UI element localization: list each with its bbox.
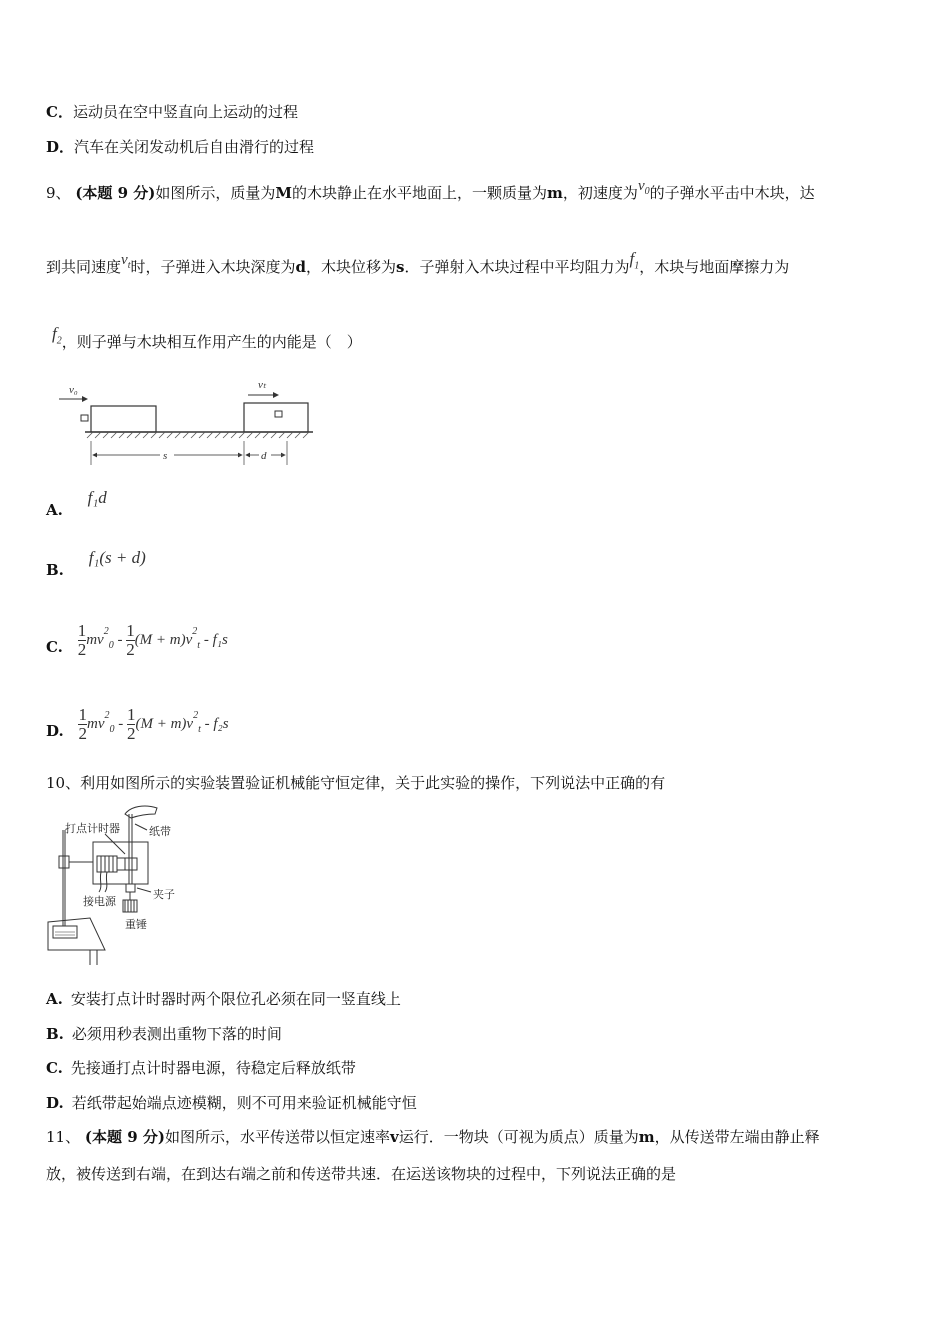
q10-option-d (46, 1093, 417, 1113)
question-number: 11、 (46, 1128, 81, 1146)
option-text: 运动员在空中竖直向上运动的过程 (72, 103, 298, 121)
question-header: (本题 9 分) (75, 184, 156, 202)
stem-text: 到共同速度 (46, 258, 122, 276)
q11-stem-line1 (46, 1127, 820, 1147)
stem-text: ，初速度为 (562, 184, 638, 202)
option-label: A. (46, 501, 63, 519)
stem-text: ，木块位移为 (305, 258, 396, 276)
q9-stem-line1 (46, 178, 815, 210)
label-power: 接电源 (83, 895, 116, 908)
q10-option-b (46, 1024, 282, 1044)
var-d: d (295, 258, 306, 276)
option-label: A. (46, 990, 63, 1008)
label-tape: 纸带 (149, 825, 171, 838)
option-text: 安装打点计时器时两个限位孔必须在同一竖直线上 (70, 990, 401, 1008)
label-d: d (261, 450, 267, 462)
q9-stem-line3 (46, 324, 362, 359)
var-f1: $f_1$ (629, 249, 640, 272)
stem-text: 的木块静止在水平地面上，一颗质量为 (292, 184, 548, 202)
var-M: M (275, 184, 293, 202)
var-f2: $f_2$ (52, 324, 62, 347)
option-label: C. (46, 637, 63, 656)
label-vt: vₜ (258, 379, 267, 391)
q9-option-d (46, 705, 229, 751)
var-v0: $v_0$ (637, 178, 650, 197)
stem-text: 利用如图所示的实验装置验证机械能守恒定律，关于此实验的操作，下列说法中正确的有 (80, 774, 666, 792)
question-number: 10、 (46, 774, 81, 792)
q9-option-a (46, 488, 107, 520)
stem-text: 如图所示，质量为 (155, 184, 276, 202)
q8-option-c (46, 102, 298, 122)
q10-option-c (46, 1058, 356, 1078)
q9-option-c (46, 621, 228, 667)
q9-option-b (46, 548, 146, 580)
var-m: m (547, 184, 563, 202)
label-weight: 重锤 (125, 918, 147, 931)
q9-stem-line2 (46, 249, 790, 284)
option-label: B. (46, 561, 64, 579)
option-text: 必须用秒表测出重物下落的时间 (71, 1025, 282, 1043)
option-expr: f₁(s + d) (88, 548, 146, 567)
label-s: s (163, 450, 168, 462)
q11-stem-line2 (46, 1164, 676, 1184)
var-s: s (396, 258, 405, 276)
var-m: m (638, 1128, 655, 1146)
option-label: D． (46, 138, 75, 156)
option-expr: $\frac{1}{2}$ $mv^2_0$ - $\frac{1}{2}$ $(M + m)v^2_t - f_2s$ (78, 705, 229, 743)
question-header: (本题 9 分) (84, 1128, 165, 1146)
label-clip: 夹子 (153, 888, 175, 901)
q10-option-a (46, 989, 401, 1009)
stem-text: 放，被传送到右端，在到达右端之前和传送带共速．在运送该物块的过程中，下列说法正确的是 (46, 1165, 677, 1183)
stem-text: ．子弹射入木块过程中平均阻力为 (404, 258, 630, 276)
stem-text: ，木块与地面摩擦力为 (639, 258, 790, 276)
stem-text: ，从传送带左端由静止释 (654, 1128, 820, 1146)
stem-text: 的子弹水平击中木块，达 (649, 184, 815, 202)
option-label: D. (46, 721, 64, 740)
label-timer: 打点计时器 (65, 822, 120, 835)
option-text: 汽车在关闭发动机后自由滑行的过程 (74, 138, 315, 156)
question-number: 9、 (46, 184, 71, 202)
option-expr: f₁d (87, 488, 107, 507)
stem-text: 时，子弹进入木块深度为 (130, 258, 296, 276)
var-v: v (389, 1128, 399, 1146)
var-vt: $v_t$ (121, 252, 131, 271)
option-expr: $\frac{1}{2}$ $mv^2_0$ - $\frac{1}{2}$ $(M + m)v^2_t - f_1s$ (77, 621, 228, 659)
option-text: 若纸带起始端点迹模糊，则不可用来验证机械能守恒 (71, 1094, 417, 1112)
option-label: C. (46, 1059, 63, 1077)
option-label: B. (46, 1025, 64, 1043)
bullet-block-diagram (55, 375, 320, 470)
stem-text: ，则子弹与木块相互作用产生的内能是（ ） (61, 333, 362, 351)
q10-stem (46, 773, 665, 793)
option-label: D. (46, 1094, 64, 1112)
stem-text: 运行．一物块（可视为质点）质量为 (398, 1128, 639, 1146)
q8-option-d (46, 137, 314, 157)
option-text: 先接通打点计时器电源，待稳定后释放纸带 (70, 1059, 356, 1077)
option-label: C． (46, 103, 73, 121)
label-v0: v₀ (69, 384, 78, 396)
free-fall-apparatus-diagram (45, 800, 205, 970)
stem-text: 如图所示，水平传送带以恒定速率 (164, 1128, 390, 1146)
